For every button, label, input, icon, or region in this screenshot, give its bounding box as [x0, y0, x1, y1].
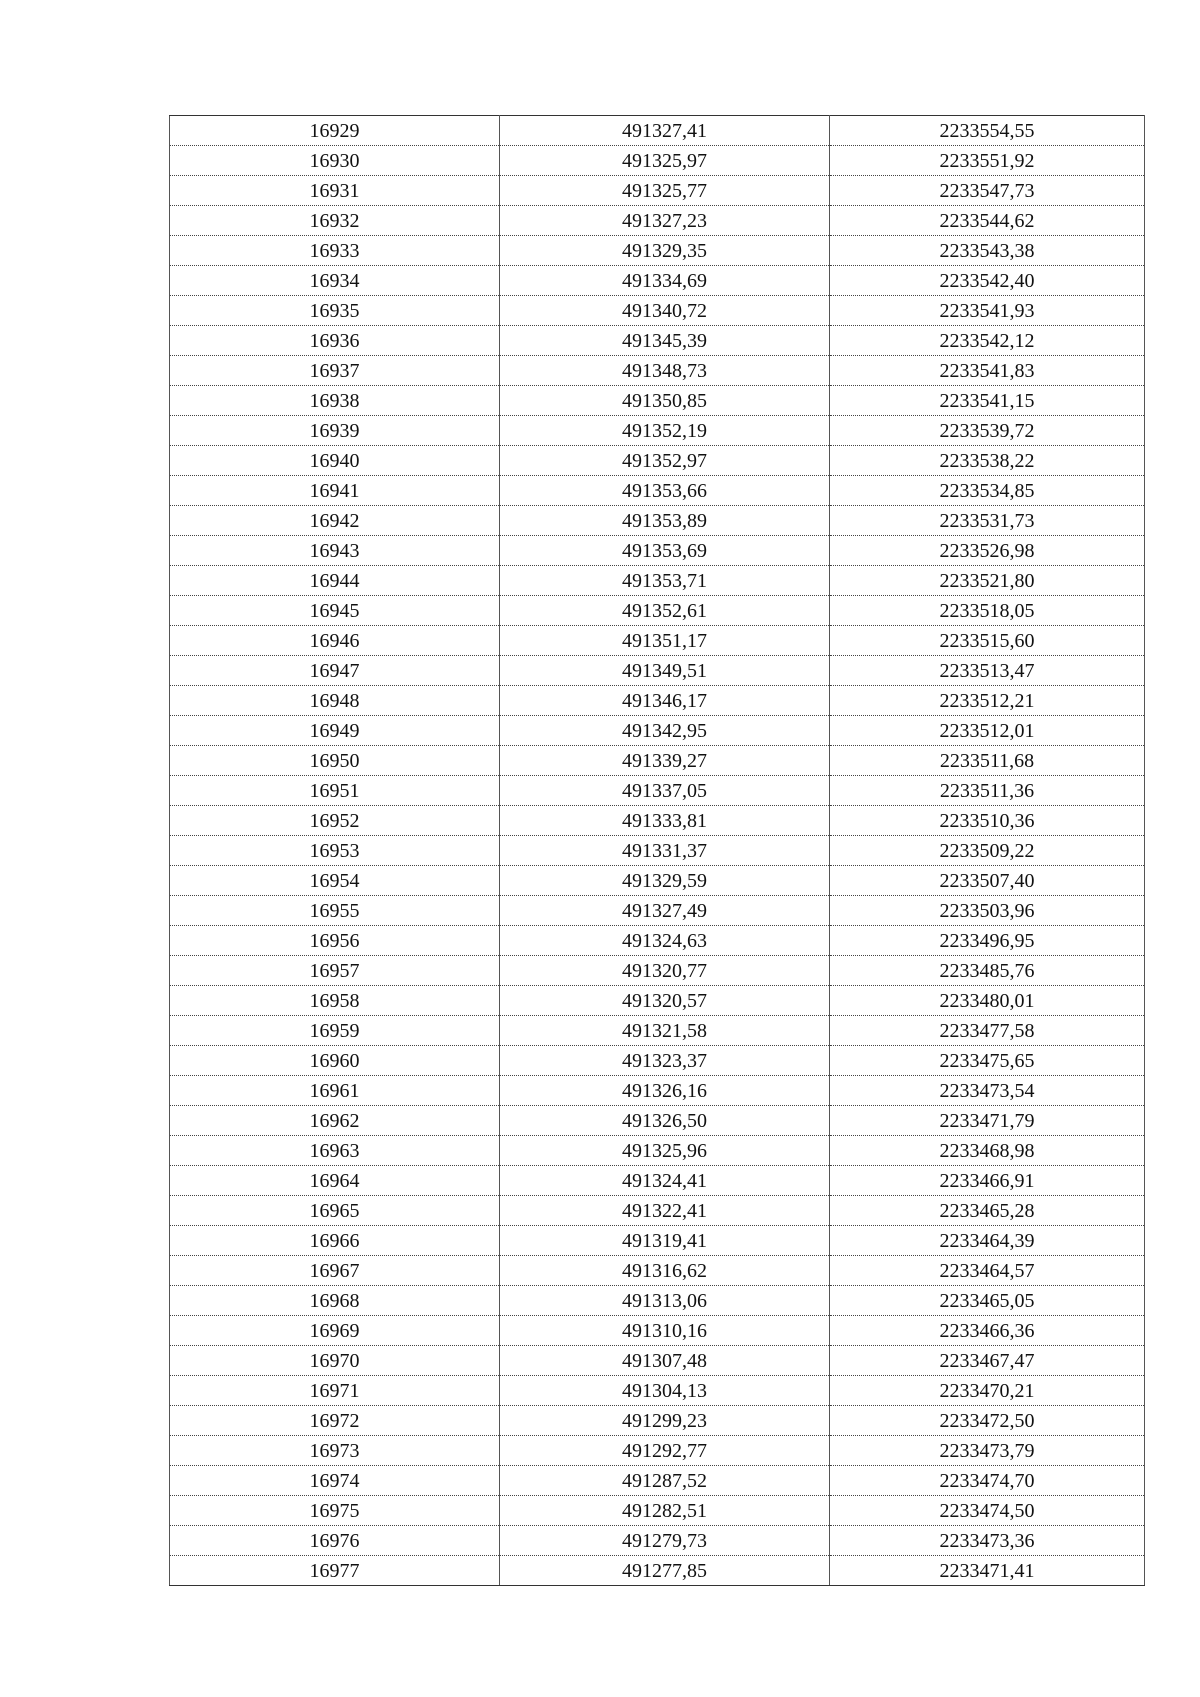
- x-coordinate-cell: 491353,69: [500, 536, 830, 566]
- x-coordinate-cell: 491346,17: [500, 686, 830, 716]
- y-coordinate-cell: 2233485,76: [830, 956, 1145, 986]
- point-number-cell: 16949: [170, 716, 500, 746]
- point-number-cell: 16939: [170, 416, 500, 446]
- point-number-cell: 16966: [170, 1226, 500, 1256]
- y-coordinate-cell: 2233465,28: [830, 1196, 1145, 1226]
- point-number-cell: 16929: [170, 116, 500, 146]
- y-coordinate-cell: 2233507,40: [830, 866, 1145, 896]
- point-number-cell: 16948: [170, 686, 500, 716]
- point-number-cell: 16935: [170, 296, 500, 326]
- point-number-cell: 16958: [170, 986, 500, 1016]
- y-coordinate-cell: 2233512,21: [830, 686, 1145, 716]
- y-coordinate-cell: 2233543,38: [830, 236, 1145, 266]
- table-row: [170, 266, 1145, 296]
- y-coordinate-cell: 2233513,47: [830, 656, 1145, 686]
- x-coordinate-cell: 491324,63: [500, 926, 830, 956]
- point-number-cell: 16934: [170, 266, 500, 296]
- table-row: [170, 986, 1145, 1016]
- point-number-cell: 16969: [170, 1316, 500, 1346]
- table-row: [170, 1196, 1145, 1226]
- x-coordinate-cell: 491329,35: [500, 236, 830, 266]
- y-coordinate-cell: 2233465,05: [830, 1286, 1145, 1316]
- table-row: [170, 1496, 1145, 1526]
- x-coordinate-cell: 491353,89: [500, 506, 830, 536]
- point-number-cell: 16931: [170, 176, 500, 206]
- x-coordinate-cell: 491279,73: [500, 1526, 830, 1556]
- x-coordinate-cell: 491320,57: [500, 986, 830, 1016]
- table-row: [170, 716, 1145, 746]
- table-row: [170, 1106, 1145, 1136]
- table-row: [170, 506, 1145, 536]
- point-number-cell: 16938: [170, 386, 500, 416]
- point-number-cell: 16960: [170, 1046, 500, 1076]
- point-number-cell: 16932: [170, 206, 500, 236]
- x-coordinate-cell: 491340,72: [500, 296, 830, 326]
- y-coordinate-cell: 2233542,12: [830, 326, 1145, 356]
- y-coordinate-cell: 2233471,41: [830, 1556, 1145, 1586]
- point-number-cell: 16941: [170, 476, 500, 506]
- x-coordinate-cell: 491326,16: [500, 1076, 830, 1106]
- point-number-cell: 16942: [170, 506, 500, 536]
- table-row: [170, 446, 1145, 476]
- point-number-cell: 16945: [170, 596, 500, 626]
- point-number-cell: 16972: [170, 1406, 500, 1436]
- x-coordinate-cell: 491327,23: [500, 206, 830, 236]
- y-coordinate-cell: 2233473,54: [830, 1076, 1145, 1106]
- table-row: [170, 626, 1145, 656]
- y-coordinate-cell: 2233538,22: [830, 446, 1145, 476]
- table-row: [170, 356, 1145, 386]
- point-number-cell: 16951: [170, 776, 500, 806]
- y-coordinate-cell: 2233541,93: [830, 296, 1145, 326]
- y-coordinate-cell: 2233467,47: [830, 1346, 1145, 1376]
- x-coordinate-cell: 491282,51: [500, 1496, 830, 1526]
- y-coordinate-cell: 2233470,21: [830, 1376, 1145, 1406]
- point-number-cell: 16954: [170, 866, 500, 896]
- x-coordinate-cell: 491331,37: [500, 836, 830, 866]
- table-row: [170, 836, 1145, 866]
- x-coordinate-cell: 491333,81: [500, 806, 830, 836]
- x-coordinate-cell: 491348,73: [500, 356, 830, 386]
- table-row: [170, 236, 1145, 266]
- point-number-cell: 16974: [170, 1466, 500, 1496]
- y-coordinate-cell: 2233515,60: [830, 626, 1145, 656]
- point-number-cell: 16953: [170, 836, 500, 866]
- point-number-cell: 16965: [170, 1196, 500, 1226]
- y-coordinate-cell: 2233542,40: [830, 266, 1145, 296]
- x-coordinate-cell: 491329,59: [500, 866, 830, 896]
- point-number-cell: 16936: [170, 326, 500, 356]
- y-coordinate-cell: 2233503,96: [830, 896, 1145, 926]
- point-number-cell: 16933: [170, 236, 500, 266]
- table-row: [170, 776, 1145, 806]
- y-coordinate-cell: 2233473,36: [830, 1526, 1145, 1556]
- point-number-cell: 16964: [170, 1166, 500, 1196]
- point-number-cell: 16943: [170, 536, 500, 566]
- point-number-cell: 16957: [170, 956, 500, 986]
- x-coordinate-cell: 491321,58: [500, 1016, 830, 1046]
- y-coordinate-cell: 2233464,57: [830, 1256, 1145, 1286]
- x-coordinate-cell: 491352,19: [500, 416, 830, 446]
- x-coordinate-cell: 491352,61: [500, 596, 830, 626]
- x-coordinate-cell: 491304,13: [500, 1376, 830, 1406]
- y-coordinate-cell: 2233521,80: [830, 566, 1145, 596]
- point-number-cell: 16971: [170, 1376, 500, 1406]
- point-number-cell: 16950: [170, 746, 500, 776]
- table-row: [170, 536, 1145, 566]
- x-coordinate-cell: 491325,97: [500, 146, 830, 176]
- x-coordinate-cell: 491287,52: [500, 1466, 830, 1496]
- x-coordinate-cell: 491325,96: [500, 1136, 830, 1166]
- point-number-cell: 16956: [170, 926, 500, 956]
- point-number-cell: 16955: [170, 896, 500, 926]
- x-coordinate-cell: 491277,85: [500, 1556, 830, 1586]
- point-number-cell: 16975: [170, 1496, 500, 1526]
- point-number-cell: 16977: [170, 1556, 500, 1586]
- table-row: [170, 1316, 1145, 1346]
- table-row: [170, 386, 1145, 416]
- x-coordinate-cell: 491325,77: [500, 176, 830, 206]
- x-coordinate-cell: 491351,17: [500, 626, 830, 656]
- x-coordinate-cell: 491345,39: [500, 326, 830, 356]
- y-coordinate-cell: 2233474,50: [830, 1496, 1145, 1526]
- table-row: [170, 926, 1145, 956]
- table-row: [170, 1526, 1145, 1556]
- table-row: [170, 176, 1145, 206]
- point-number-cell: 16967: [170, 1256, 500, 1286]
- x-coordinate-cell: 491310,16: [500, 1316, 830, 1346]
- y-coordinate-cell: 2233511,36: [830, 776, 1145, 806]
- x-coordinate-cell: 491322,41: [500, 1196, 830, 1226]
- table-row: [170, 116, 1145, 146]
- table-row: [170, 1226, 1145, 1256]
- table-row: [170, 1286, 1145, 1316]
- y-coordinate-cell: 2233474,70: [830, 1466, 1145, 1496]
- x-coordinate-cell: 491320,77: [500, 956, 830, 986]
- y-coordinate-cell: 2233534,85: [830, 476, 1145, 506]
- x-coordinate-cell: 491319,41: [500, 1226, 830, 1256]
- x-coordinate-cell: 491307,48: [500, 1346, 830, 1376]
- table-row: [170, 1436, 1145, 1466]
- table-row: [170, 476, 1145, 506]
- point-number-cell: 16937: [170, 356, 500, 386]
- y-coordinate-cell: 2233473,79: [830, 1436, 1145, 1466]
- table-row: [170, 686, 1145, 716]
- y-coordinate-cell: 2233551,92: [830, 146, 1145, 176]
- point-number-cell: 16944: [170, 566, 500, 596]
- x-coordinate-cell: 491323,37: [500, 1046, 830, 1076]
- point-number-cell: 16959: [170, 1016, 500, 1046]
- table-row: [170, 1136, 1145, 1166]
- point-number-cell: 16968: [170, 1286, 500, 1316]
- table-row: [170, 1076, 1145, 1106]
- x-coordinate-cell: 491342,95: [500, 716, 830, 746]
- y-coordinate-cell: 2233480,01: [830, 986, 1145, 1016]
- x-coordinate-cell: 491313,06: [500, 1286, 830, 1316]
- table-row: [170, 746, 1145, 776]
- table-row: [170, 866, 1145, 896]
- y-coordinate-cell: 2233526,98: [830, 536, 1145, 566]
- y-coordinate-cell: 2233512,01: [830, 716, 1145, 746]
- y-coordinate-cell: 2233509,22: [830, 836, 1145, 866]
- y-coordinate-cell: 2233468,98: [830, 1136, 1145, 1166]
- y-coordinate-cell: 2233544,62: [830, 206, 1145, 236]
- x-coordinate-cell: 491299,23: [500, 1406, 830, 1436]
- table-row: [170, 1376, 1145, 1406]
- y-coordinate-cell: 2233539,72: [830, 416, 1145, 446]
- x-coordinate-cell: 491292,77: [500, 1436, 830, 1466]
- table-row: [170, 1046, 1145, 1076]
- x-coordinate-cell: 491339,27: [500, 746, 830, 776]
- table-row: [170, 296, 1145, 326]
- point-number-cell: 16940: [170, 446, 500, 476]
- point-number-cell: 16961: [170, 1076, 500, 1106]
- table-row: [170, 956, 1145, 986]
- point-number-cell: 16952: [170, 806, 500, 836]
- y-coordinate-cell: 2233554,55: [830, 116, 1145, 146]
- table-row: [170, 1016, 1145, 1046]
- y-coordinate-cell: 2233496,95: [830, 926, 1145, 956]
- y-coordinate-cell: 2233518,05: [830, 596, 1145, 626]
- table-row: [170, 326, 1145, 356]
- x-coordinate-cell: 491337,05: [500, 776, 830, 806]
- point-number-cell: 16973: [170, 1436, 500, 1466]
- x-coordinate-cell: 491352,97: [500, 446, 830, 476]
- y-coordinate-cell: 2233475,65: [830, 1046, 1145, 1076]
- point-number-cell: 16976: [170, 1526, 500, 1556]
- y-coordinate-cell: 2233511,68: [830, 746, 1145, 776]
- y-coordinate-cell: 2233541,83: [830, 356, 1145, 386]
- table-row: [170, 596, 1145, 626]
- table-row: [170, 416, 1145, 446]
- coordinates-table: [169, 115, 1145, 1586]
- y-coordinate-cell: 2233472,50: [830, 1406, 1145, 1436]
- y-coordinate-cell: 2233531,73: [830, 506, 1145, 536]
- coordinates-table-body: [170, 116, 1145, 1586]
- table-row: [170, 1556, 1145, 1586]
- table-row: [170, 656, 1145, 686]
- table-row: [170, 206, 1145, 236]
- x-coordinate-cell: 491327,49: [500, 896, 830, 926]
- y-coordinate-cell: 2233471,79: [830, 1106, 1145, 1136]
- table-row: [170, 1346, 1145, 1376]
- x-coordinate-cell: 491316,62: [500, 1256, 830, 1286]
- x-coordinate-cell: 491324,41: [500, 1166, 830, 1196]
- x-coordinate-cell: 491353,71: [500, 566, 830, 596]
- x-coordinate-cell: 491349,51: [500, 656, 830, 686]
- y-coordinate-cell: 2233510,36: [830, 806, 1145, 836]
- point-number-cell: 16962: [170, 1106, 500, 1136]
- y-coordinate-cell: 2233541,15: [830, 386, 1145, 416]
- table-row: [170, 896, 1145, 926]
- table-row: [170, 1406, 1145, 1436]
- y-coordinate-cell: 2233547,73: [830, 176, 1145, 206]
- x-coordinate-cell: 491353,66: [500, 476, 830, 506]
- x-coordinate-cell: 491350,85: [500, 386, 830, 416]
- table-row: [170, 1166, 1145, 1196]
- y-coordinate-cell: 2233477,58: [830, 1016, 1145, 1046]
- point-number-cell: 16963: [170, 1136, 500, 1166]
- y-coordinate-cell: 2233466,36: [830, 1316, 1145, 1346]
- y-coordinate-cell: 2233466,91: [830, 1166, 1145, 1196]
- table-row: [170, 566, 1145, 596]
- table-row: [170, 146, 1145, 176]
- point-number-cell: 16947: [170, 656, 500, 686]
- x-coordinate-cell: 491326,50: [500, 1106, 830, 1136]
- table-row: [170, 806, 1145, 836]
- point-number-cell: 16930: [170, 146, 500, 176]
- x-coordinate-cell: 491327,41: [500, 116, 830, 146]
- point-number-cell: 16946: [170, 626, 500, 656]
- table-row: [170, 1466, 1145, 1496]
- x-coordinate-cell: 491334,69: [500, 266, 830, 296]
- table-row: [170, 1256, 1145, 1286]
- y-coordinate-cell: 2233464,39: [830, 1226, 1145, 1256]
- point-number-cell: 16970: [170, 1346, 500, 1376]
